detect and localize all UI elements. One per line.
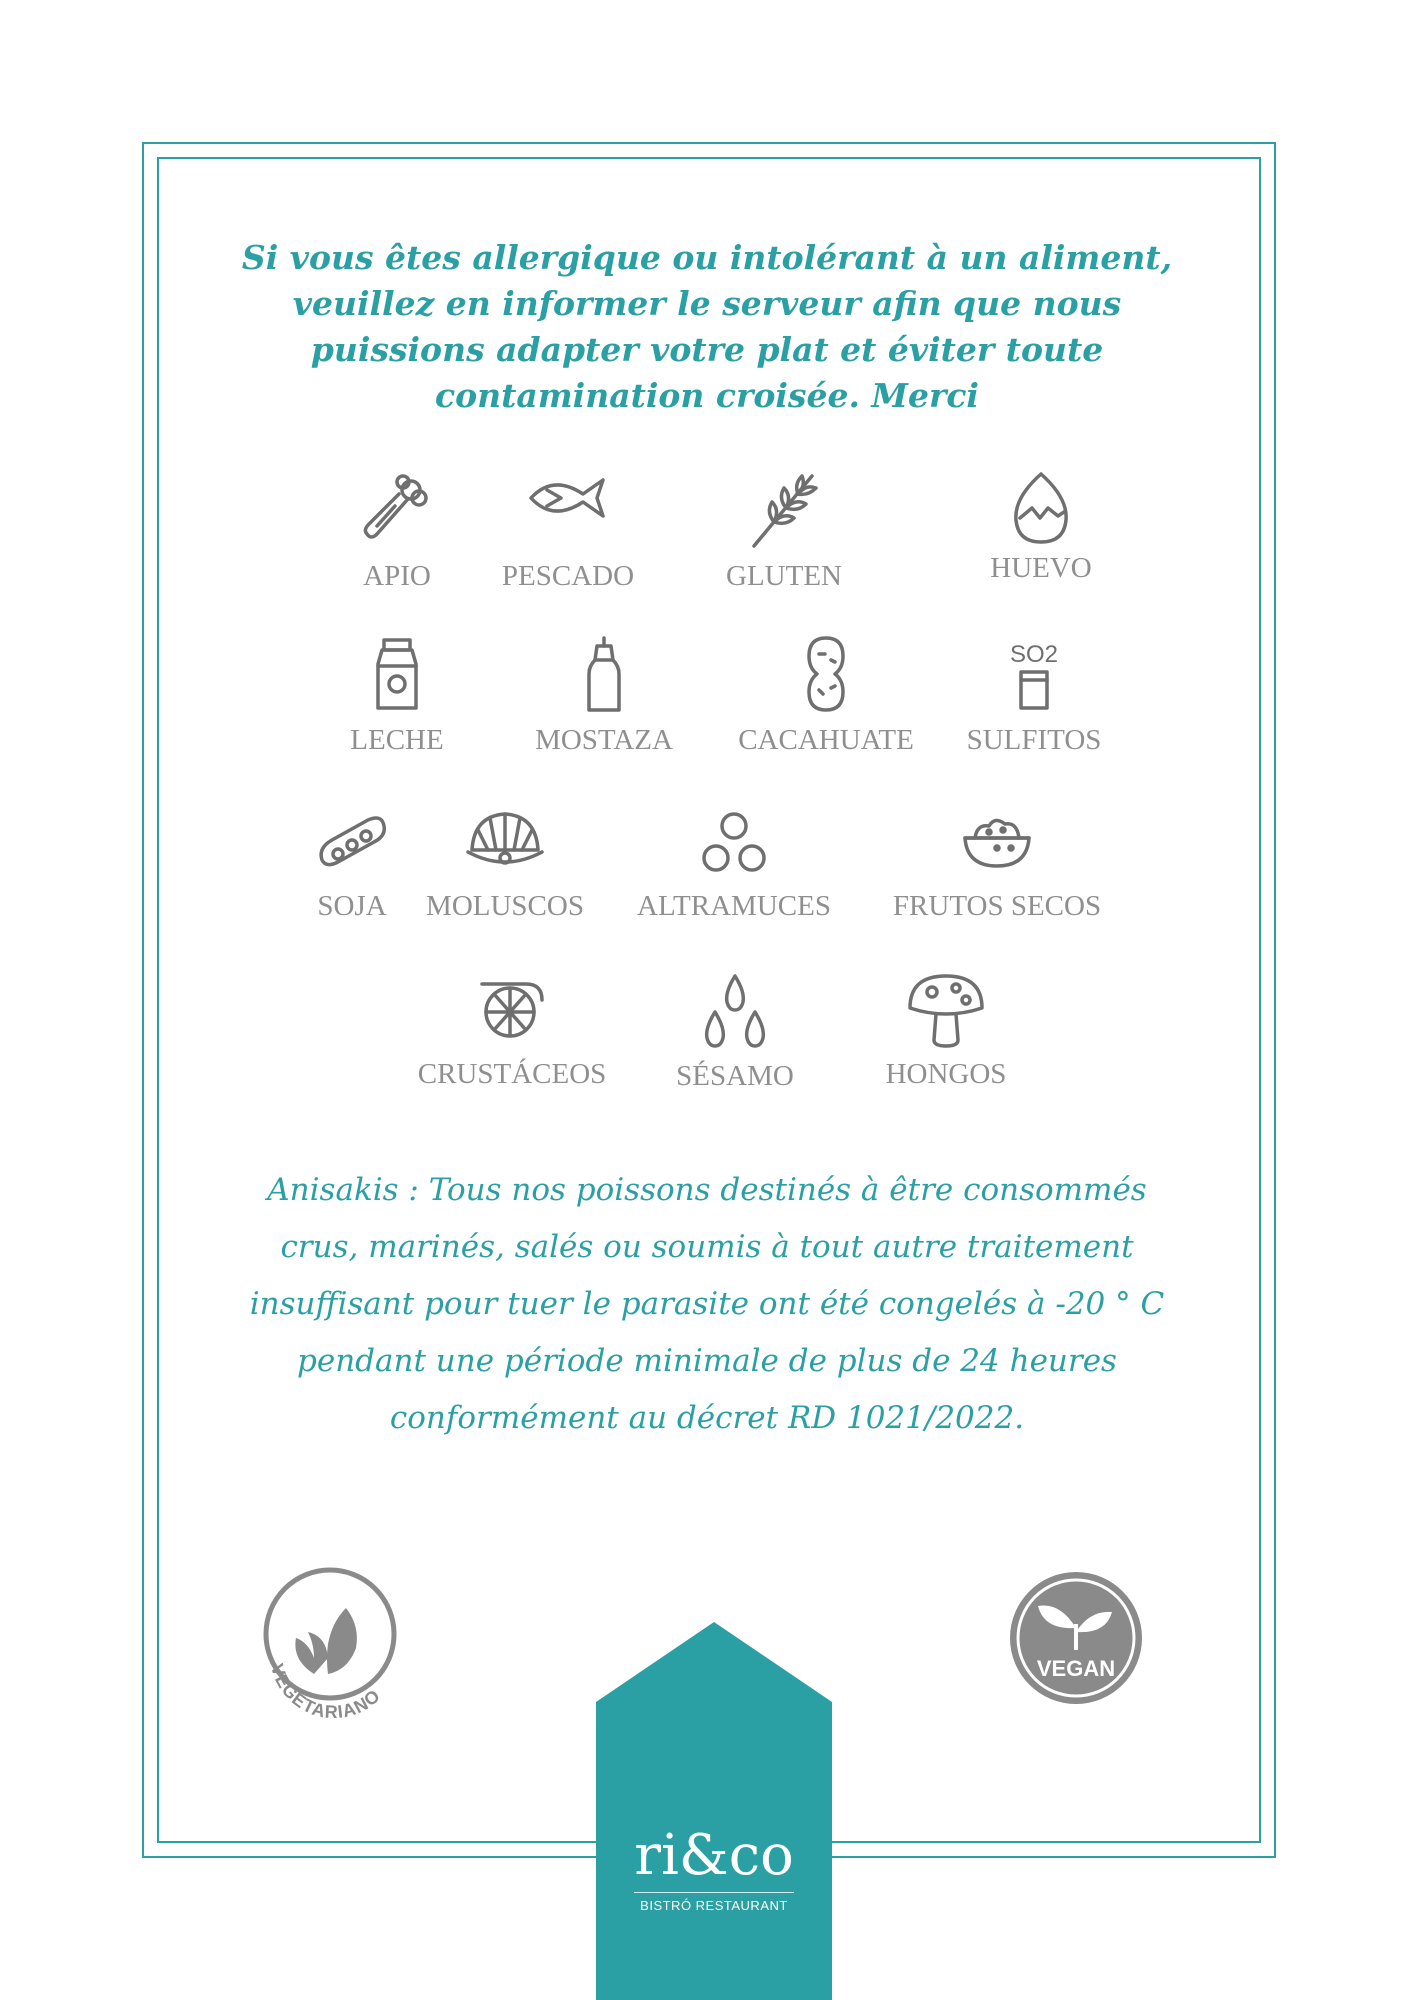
allergen-pescado <box>468 468 668 592</box>
leaf-icon <box>248 1562 418 1732</box>
vegan-label: VEGAN <box>1036 1656 1116 1681</box>
allergen-label: CACAHUATE <box>738 724 914 756</box>
allergen-sulfitos <box>934 634 1134 756</box>
mollusc-icon <box>460 808 550 878</box>
allergen-label: PESCADO <box>501 560 635 592</box>
celery-icon <box>357 468 437 548</box>
allergen-label: SULFITOS <box>966 724 1102 756</box>
svg-text:SO2: SO2 <box>1009 641 1059 668</box>
brand-logo: ri&co <box>634 1823 794 1888</box>
fish-icon <box>523 468 613 528</box>
brand-house-shape <box>596 1622 832 2000</box>
allergen-label: SÉSAMO <box>676 1060 794 1092</box>
mustard-icon <box>569 634 639 714</box>
allergy-notice: Si vous êtes allergique ou intolérant à un aliment, veuillez en informer le serveur afin que nous puissions adapter votre plat et éviter toute contamination croisée. Merci <box>241 238 1173 415</box>
allergen-label: MOLUSCOS <box>426 890 584 922</box>
mushroom-icon <box>904 970 988 1050</box>
allergen-label: APIO <box>363 560 431 592</box>
allergen-label: MOSTAZA <box>535 724 673 756</box>
allergen-crustaceos <box>412 972 612 1090</box>
allergen-gluten <box>684 468 884 592</box>
allergen-moluscos <box>405 808 605 922</box>
peanut-icon <box>791 634 861 714</box>
sesame-icon <box>695 972 775 1052</box>
nuts-icon <box>957 812 1037 872</box>
allergen-mostaza <box>504 634 704 756</box>
vegan-badge <box>1004 1566 1148 1714</box>
allergen-leche <box>297 634 497 756</box>
crustacean-icon <box>472 972 552 1048</box>
allergen-label: LECHE <box>350 724 444 756</box>
egg-icon <box>1006 468 1076 548</box>
brand-subtitle: BISTRÓ RESTAURANT <box>640 1898 788 1913</box>
brand-divider <box>634 1892 794 1893</box>
allergen-hongos <box>846 970 1046 1090</box>
allergen-altramuces <box>634 808 834 922</box>
allergen-huevo <box>941 468 1141 584</box>
allergen-label: ALTRAMUCES <box>637 890 831 922</box>
sprout-icon <box>1004 1566 1148 1710</box>
allergen-label: HUEVO <box>990 552 1092 584</box>
allergen-cacahuate <box>726 634 926 756</box>
allergen-label: SOJA <box>317 890 387 922</box>
milk-icon <box>362 634 432 714</box>
soy-icon <box>312 812 392 872</box>
sulphites-icon <box>999 634 1069 714</box>
allergen-label: HONGOS <box>885 1058 1007 1090</box>
allergen-label: CRUSTÁCEOS <box>417 1058 607 1090</box>
allergen-frutos-secos <box>892 812 1102 922</box>
allergen-sesamo <box>635 972 835 1092</box>
allergen-label: GLUTEN <box>726 560 842 592</box>
wheat-icon <box>744 468 824 552</box>
lupin-icon <box>694 808 774 880</box>
allergen-label: FRUTOS SECOS <box>892 890 1102 922</box>
anisakis-notice: Anisakis : Tous nos poissons destinés à être consommés crus, marinés, salés ou soumis à tout autre traitement insuffisant pour tuer le parasite ont été congelés à -20 ° C pendant une période minimale de plus de 24 heures conformément au décret RD 1021/2022. <box>249 1172 1165 1436</box>
vegetarian-label: VEGETARIANO <box>266 1661 385 1723</box>
allergen-apio <box>297 468 497 592</box>
vegetarian-badge <box>248 1562 418 1736</box>
svg-text:VEGETARIANO <box>267 1661 384 1722</box>
